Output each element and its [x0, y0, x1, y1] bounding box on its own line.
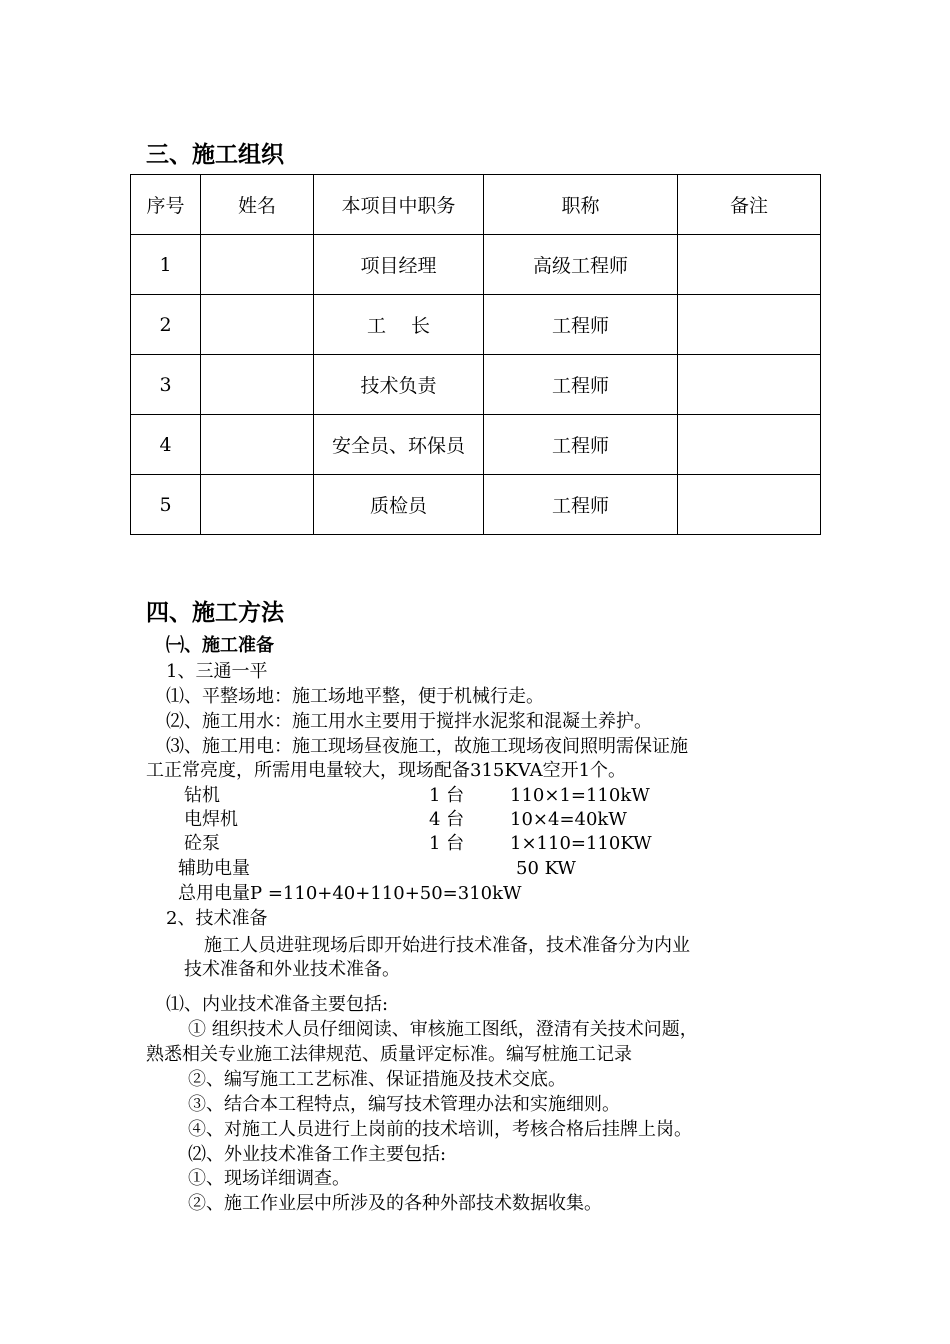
prep-subtitle: ㈠、施工准备	[166, 635, 274, 656]
table-cell: 工程师	[484, 415, 678, 475]
table-cell: 2	[131, 295, 201, 355]
table-cell	[201, 235, 314, 295]
table-row	[131, 235, 821, 295]
section-title-organization: 三、施工组织	[146, 142, 284, 168]
table-cell: 工程师	[484, 355, 678, 415]
equipment-power: 10×4=40kW	[510, 809, 627, 830]
paragraph: 2、技术准备	[166, 908, 268, 929]
paragraph: ①、现场详细调查。	[188, 1168, 350, 1189]
paragraph: ① 组织技术人员仔细阅读、审核施工图纸，澄清有关技术问题，	[188, 1019, 698, 1040]
paragraph: ⑴、平整场地：施工场地平整，便于机械行走。	[166, 686, 544, 707]
paragraph: ②、编写施工工艺标准、保证措施及技术交底。	[188, 1069, 566, 1090]
paragraph: 技术准备和外业技术准备。	[184, 959, 400, 980]
table-cell: 安全员、环保员	[314, 415, 484, 475]
equipment-power: 110×1=110kW	[510, 785, 650, 806]
equipment-name: 砼泵	[184, 833, 220, 854]
table-row	[131, 355, 821, 415]
equipment-power: 1×110=110KW	[510, 833, 652, 854]
table-cell	[678, 475, 821, 535]
paragraph: ②、施工作业层中所涉及的各种外部技术数据收集。	[188, 1193, 602, 1214]
paragraph: 熟悉相关专业施工法律规范、质量评定标准。编写桩施工记录	[146, 1044, 632, 1065]
table-cell: 高级工程师	[484, 235, 678, 295]
table-header-row	[131, 175, 821, 235]
paragraph: ⑵、施工用水：施工用水主要用于搅拌水泥浆和混凝土养护。	[166, 711, 652, 732]
table-cell	[678, 355, 821, 415]
table-cell: 5	[131, 475, 201, 535]
paragraph: 工正常亮度，所需用电量较大，现场配备315KVA空开1个。	[146, 760, 627, 781]
equipment-qty: 1 台	[429, 785, 465, 806]
table-cell	[201, 355, 314, 415]
table-row	[131, 415, 821, 475]
table-cell: 质检员	[314, 475, 484, 535]
equipment-name: 钻机	[184, 785, 220, 806]
table-cell: 4	[131, 415, 201, 475]
aux-power-value: 50 KW	[516, 858, 576, 879]
header-cell: 姓名	[201, 175, 314, 235]
table-cell	[678, 415, 821, 475]
total-power: 总用电量P =110+40+110+50=310kW	[178, 883, 522, 904]
section-title-methods: 四、施工方法	[146, 600, 284, 626]
staff-table	[130, 174, 821, 535]
header-cell: 备注	[678, 175, 821, 235]
table-cell	[201, 415, 314, 475]
header-cell: 序号	[131, 175, 201, 235]
paragraph: ⑵、外业技术准备工作主要包括:	[188, 1144, 447, 1165]
table-row	[131, 295, 821, 355]
table-cell	[201, 475, 314, 535]
header-cell: 本项目中职务	[314, 175, 484, 235]
table-cell	[201, 295, 314, 355]
equipment-qty: 1 台	[429, 833, 465, 854]
table-cell: 3	[131, 355, 201, 415]
table-cell: 技术负责	[314, 355, 484, 415]
table-cell: 工程师	[484, 295, 678, 355]
paragraph: ⑴、内业技术准备主要包括:	[166, 994, 389, 1015]
aux-power-label: 辅助电量	[178, 858, 250, 879]
paragraph: 1、三通一平	[166, 661, 268, 682]
equipment-name: 电焊机	[184, 809, 238, 830]
table-cell: 工 长	[314, 295, 484, 355]
table-cell	[678, 235, 821, 295]
table-cell	[678, 295, 821, 355]
equipment-qty: 4 台	[429, 809, 465, 830]
table-cell: 项目经理	[314, 235, 484, 295]
table-cell: 工程师	[484, 475, 678, 535]
paragraph: ③、结合本工程特点，编写技术管理办法和实施细则。	[188, 1094, 620, 1115]
table-cell: 1	[131, 235, 201, 295]
paragraph: ④、对施工人员进行上岗前的技术培训，考核合格后挂牌上岗。	[188, 1119, 692, 1140]
header-cell: 职称	[484, 175, 678, 235]
table-row	[131, 475, 821, 535]
paragraph: ⑶、施工用电：施工现场昼夜施工，故施工现场夜间照明需保证施	[166, 736, 688, 757]
paragraph: 施工人员进驻现场后即开始进行技术准备，技术准备分为内业	[204, 935, 690, 956]
